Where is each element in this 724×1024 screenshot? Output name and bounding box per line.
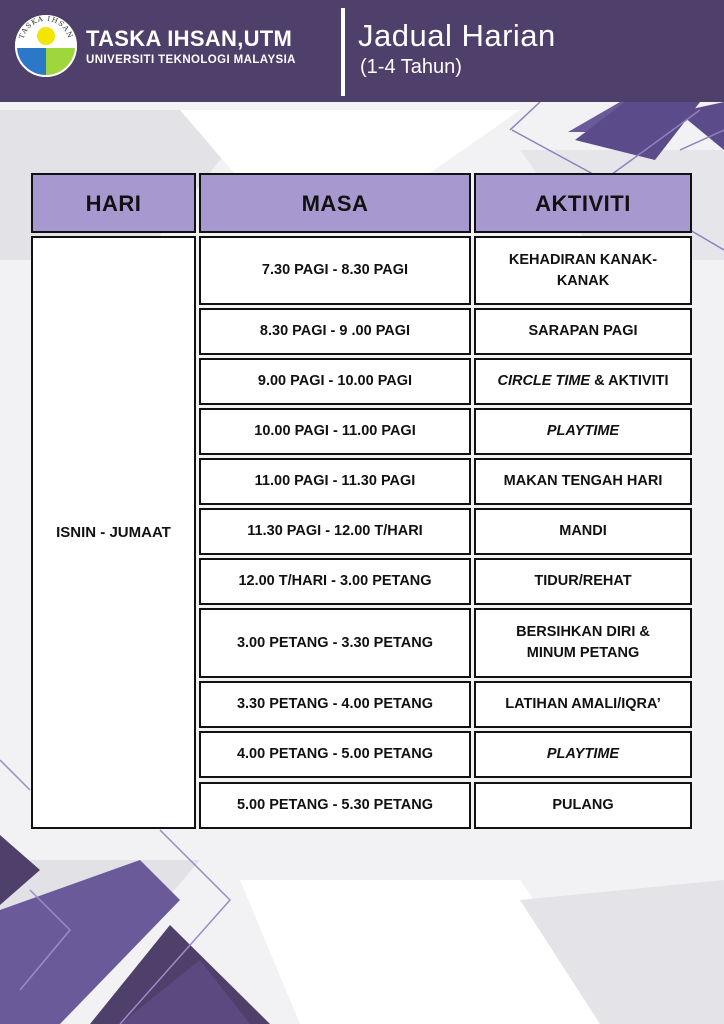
page-title: Jadual Harian [358, 18, 556, 53]
header-divider [341, 8, 345, 96]
column-header-masa: MASA [199, 173, 471, 233]
activity-cell: PLAYTIME [474, 408, 692, 455]
day-cell: ISNIN - JUMAAT [31, 236, 196, 829]
page-subtitle: (1-4 Tahun) [360, 56, 462, 78]
organization-subtitle: UNIVERSITI TEKNOLOGI MALAYSIA [86, 54, 296, 66]
time-cell: 10.00 PAGI - 11.00 PAGI [199, 408, 471, 455]
activity-cell: MANDI [474, 508, 692, 555]
activity-cell: SARAPAN PAGI [474, 308, 692, 355]
organization-name: TASKA IHSAN,UTM [86, 26, 293, 51]
time-cell: 5.00 PETANG - 5.30 PETANG [199, 782, 471, 829]
time-cell: 11.00 PAGI - 11.30 PAGI [199, 458, 471, 505]
activity-cell: PLAYTIME [474, 731, 692, 778]
activity-cell: KEHADIRAN KANAK-KANAK [474, 236, 692, 305]
time-cell: 7.30 PAGI - 8.30 PAGI [199, 236, 471, 305]
page-header [0, 0, 724, 102]
time-cell: 8.30 PAGI - 9 .00 PAGI [199, 308, 471, 355]
activity-text: & AKTIVITI [594, 373, 669, 389]
time-cell: 9.00 PAGI - 10.00 PAGI [199, 358, 471, 405]
activity-cell: PULANG [474, 782, 692, 829]
time-cell: 12.00 T/HARI - 3.00 PETANG [199, 558, 471, 605]
activity-cell: LATIHAN AMALI/IQRA’ [474, 681, 692, 728]
activity-cell: TIDUR/REHAT [474, 558, 692, 605]
activity-cell: MAKAN TENGAH HARI [474, 458, 692, 505]
activity-cell [474, 358, 692, 405]
taska-ihsan-logo [14, 14, 78, 78]
column-header-aktiviti: AKTIVITI [474, 173, 692, 233]
time-cell: 3.30 PETANG - 4.00 PETANG [199, 681, 471, 728]
time-cell: 3.00 PETANG - 3.30 PETANG [199, 608, 471, 678]
time-cell: 11.30 PAGI - 12.00 T/HARI [199, 508, 471, 555]
time-cell: 4.00 PETANG - 5.00 PETANG [199, 731, 471, 778]
activity-italic-text: CIRCLE TIME [497, 373, 591, 389]
column-header-hari: HARI [31, 173, 196, 233]
svg-text:TASKA IHSAN: TASKA IHSAN [17, 14, 75, 40]
activity-cell: BERSIHKAN DIRI & MINUM PETANG [474, 608, 692, 678]
